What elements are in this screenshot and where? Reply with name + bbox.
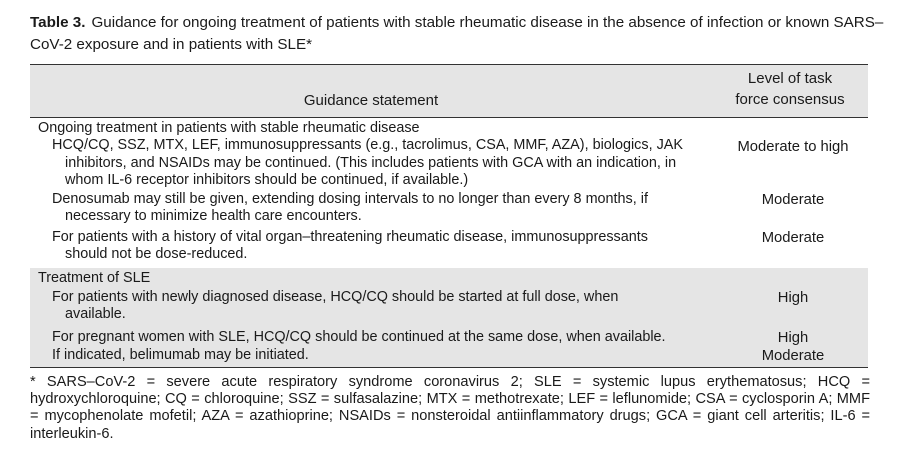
table-row [30,347,868,366]
guidance-statement [30,289,702,324]
consensus-level: Moderate [761,229,825,246]
guidance-statement [30,329,702,347]
table-label: Table 3. [30,14,86,31]
statement-first-line: For patients with a history of vital organ–threatening rheumatic disease, immunosuppressants [52,228,648,245]
table-caption [30,12,890,56]
consensus-level: Moderate [761,347,825,364]
header-consensus-level [720,68,860,110]
guidance-statement [30,229,702,264]
statement-continuation: inhibitors, and NSAIDs may be continued. (This includes patients with GCA with an indication, in whom IL-6 receptor inhibitors should be continued, if available.) [65,154,677,188]
header-consensus-line1: Level of task [747,70,833,87]
table-row [30,329,868,348]
table-row [30,229,868,264]
table-row [30,137,868,190]
guidance-table [30,64,868,368]
statement-first-line: For patients with newly diagnosed disease, HCQ/CQ should be started at full dose, when [52,288,619,305]
table-header [30,64,868,118]
section-ongoing-treatment [30,118,868,268]
statement-continuation: necessary to minimize health care encounters. [65,208,362,224]
table-footnote: * SARS–CoV-2 = severe acute respiratory syndrome coronavirus 2; SLE = systemic lupus erythematosus; HCQ = hydroxychloroquine; CQ = chloroquine; SSZ = sulfasalazine; MTX = methotrexate; LEF = leflunomide; CSA = cyclosporin A; MMF = mycophenolate mofetil; AZA = azathioprine; NSAIDs = nonsteroidal antiinflammatory drugs; GCA = giant cell arteritis; IL-6 = interleukin-6. [30,374,870,442]
guidance-statement [30,137,702,190]
section-sle-treatment [30,268,868,368]
header-consensus-line2: force consensus [735,91,845,108]
consensus-level: High [777,329,809,346]
table-row [30,191,868,226]
consensus-level: Moderate to high [737,139,849,155]
guidance-statement [30,347,702,365]
guidance-statement [30,191,702,226]
section-title: Ongoing treatment in patients with stable rheumatic disease [38,120,420,136]
statement-first-line: For pregnant women with SLE, HCQ/CQ should be continued at the same dose, when available. [52,328,666,345]
consensus-level: High [777,289,809,306]
statement-first-line: If indicated, belimumab may be initiated. [52,346,309,363]
header-guidance-statement: Guidance statement [303,92,439,109]
table-caption-text: Guidance for ongoing treatment of patients with stable rheumatic disease in the absence of infection or known SARS–CoV-2 exposure and in patients with SLE* [30,14,884,53]
section-title: Treatment of SLE [38,269,151,286]
statement-continuation: should not be dose-reduced. [65,246,248,262]
consensus-level: Moderate [761,191,825,208]
statement-continuation: available. [65,306,126,322]
statement-first-line: Denosumab may still be given, extending dosing intervals to no longer than every 8 months, if [52,190,648,207]
table-row [30,289,868,324]
statement-first-line: HCQ/CQ, SSZ, MTX, LEF, immunosuppressants (e.g., tacrolimus, CSA, MMF, AZA), biologics, JAK [52,137,683,153]
